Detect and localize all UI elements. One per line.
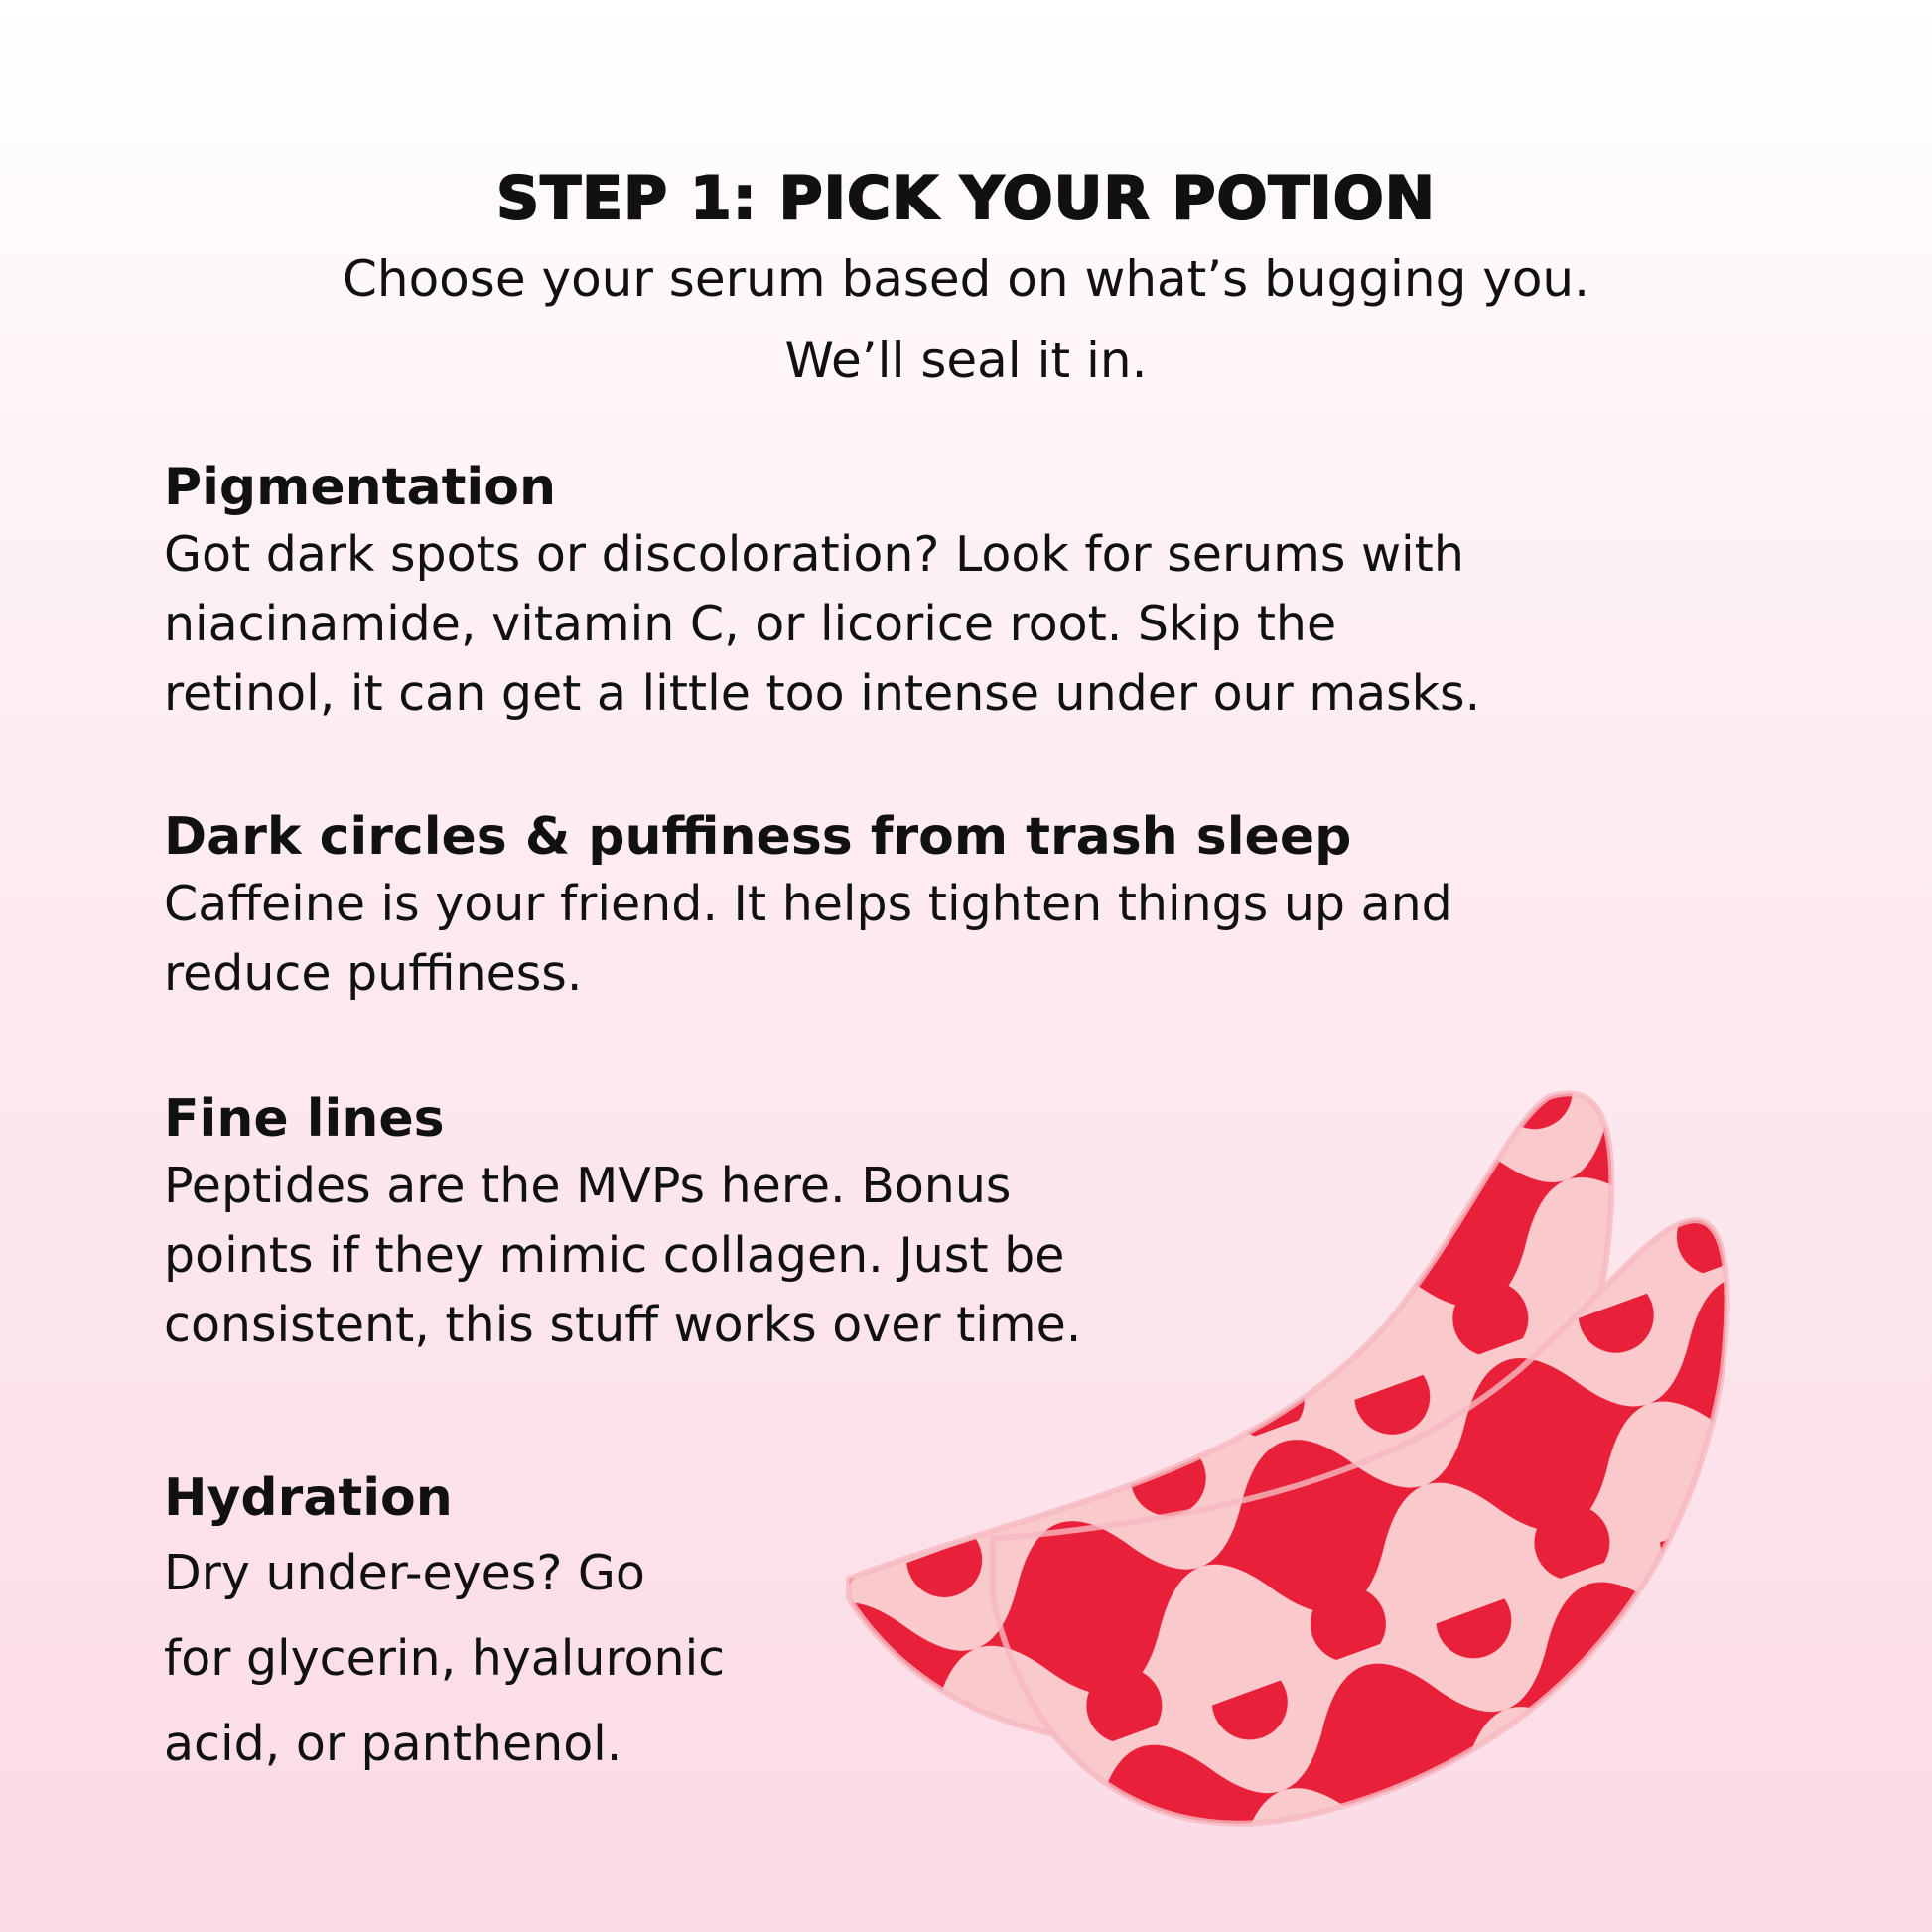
section-heading: Pigmentation [164, 458, 557, 517]
section-line: Dry under-eyes? Go [164, 1545, 645, 1601]
section-hydration [164, 1465, 859, 1787]
section-heading: Dark circles & puffiness from trash sleep [164, 807, 1352, 867]
section-line: Caffeine is your friend. It helps tighten things up and [164, 876, 1452, 932]
section-line: consistent, this stuff works over time. [164, 1297, 1082, 1353]
front-eye-patch [834, 1082, 1876, 1857]
section-line: retinol, it can get a little too intense under our masks. [164, 665, 1481, 722]
intro-line-1: Choose your serum based on what’s bugging you. [342, 250, 1589, 308]
section-line: niacinamide, vitamin C, or licorice root. Skip the [164, 596, 1337, 652]
section-line: points if they mimic collagen. Just be [164, 1227, 1065, 1284]
section-line: for glycerin, hyaluronic [164, 1630, 726, 1687]
intro-line-2: We’ll seal it in. [784, 332, 1148, 389]
section-heading: Fine lines [164, 1089, 445, 1149]
section-line: Peptides are the MVPs here. Bonus [164, 1158, 1012, 1214]
section-heading: Hydration [164, 1468, 453, 1528]
header [0, 159, 1932, 401]
section-line: reduce puffiness. [164, 945, 583, 1002]
section-pigmentation [164, 455, 1752, 729]
section-dark-circles [164, 804, 1752, 1009]
eye-patches-illustration [834, 1082, 1876, 1857]
section-line: Got dark spots or discoloration? Look for serums with [164, 526, 1464, 583]
page-title: STEP 1: PICK YOUR POTION [496, 164, 1436, 233]
section-line: acid, or panthenol. [164, 1716, 622, 1772]
